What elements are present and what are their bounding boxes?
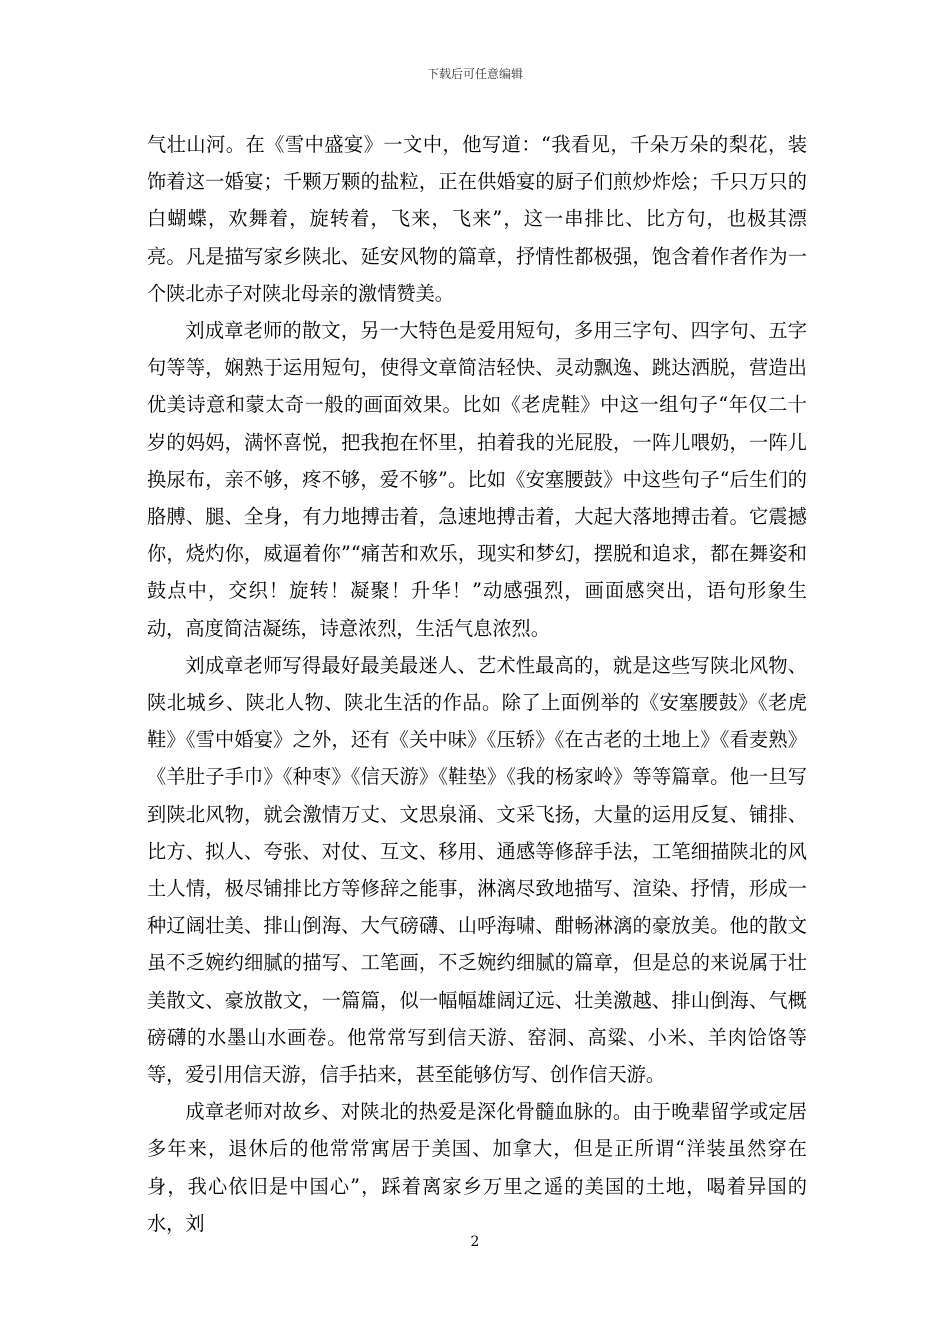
document-body [147,126,807,1242]
page-number: 2 [470,1234,480,1250]
paragraph-3: 刘成章老师写得最好最美最迷人、艺术性最高的，就是这些写陕北风物、陕北城乡、陕北人物、陕北生活的作品。除了上面例举的《安塞腰鼓》《老虎鞋》《雪中婚宴》之外，还有《关中味》《压轿》《在古老的土地上》《看麦熟》《羊肚子手巾》《种枣》《信天游》《鞋垫》《我的杨家岭》等等篇章。他一旦写到陕北风物，就会激情万丈、文思泉涌、文采飞扬，大量的运用反复、铺排、比方、拟人、夸张、对仗、互文、移用、通感等修辞手法，工笔细描陕北的风土人情，极尽铺排比方等修辞之能事，淋漓尽致地描写、渲染、抒情，形成一种辽阔壮美、排山倒海、大气磅礴、山呼海啸、酣畅淋漓的豪放美。他的散文虽不乏婉约细腻的描写、工笔画，不乏婉约细腻的篇章，但是总的来说属于壮美散文、豪放散文，一篇篇，似一幅幅雄阔辽远、壮美激越、排山倒海、气概磅礴的水墨山水画卷。他常常写到信天游、窑洞、高粱、小米、羊肉饸饹等等，爱引用信天游，信手拈来，甚至能够仿写、创作信天游。 [147,653,807,1087]
paragraph-4: 成章老师对故乡、对陕北的热爱是深化骨髓血脉的。由于晚辈留学或定居多年来，退休后的他常常寓居于美国、加拿大，但是正所谓“洋装虽然穿在身，我心依旧是中国心”，踩着离家乡万里之遥的美国的土地，喝着异国的水，刘 [147,1100,807,1235]
paragraph-2: 刘成章老师的散文，另一大特色是爱用短句，多用三字句、四字句、五字句等等，娴熟于运用短句，使得文章简洁轻快、灵动飘逸、跳达洒脱，营造出优美诗意和蒙太奇一般的画面效果。比如《老虎鞋》中这一组句子“年仅二十岁的妈妈，满怀喜悦，把我抱在怀里，拍着我的光屁股，一阵儿喂奶，一阵儿换尿布，亲不够，疼不够，爱不够”。比如《安塞腰鼓》中这些句子“后生们的胳膊、腿、全身，有力地搏击着，急速地搏击着，大起大落地搏击着。它震撼你，烧灼你，威逼着你”“痛苦和欢乐，现实和梦幻，摆脱和追求，都在舞姿和鼓点中，交织！旋转！凝聚！升华！”动感强烈，画面感突出，语句形象生动，高度简洁凝练，诗意浓烈，生活气息浓烈。 [147,319,807,640]
paragraph-1: 气壮山河。在《雪中盛宴》一文中，他写道：“我看见，千朵万朵的梨花，装饰着这一婚宴；千颗万颗的盐粒，正在供婚宴的厨子们煎炒炸烩；千只万只的白蝴蝶，欢舞着，旋转着，飞来，飞来”，这一串排比、比方句，也极其漂亮。凡是描写家乡陕北、延安风物的篇章，抒情性都极强，饱含着作者作为一个陕北赤子对陕北母亲的激情赞美。 [147,133,807,305]
page-header: 下载后可任意编辑 [426,67,523,81]
